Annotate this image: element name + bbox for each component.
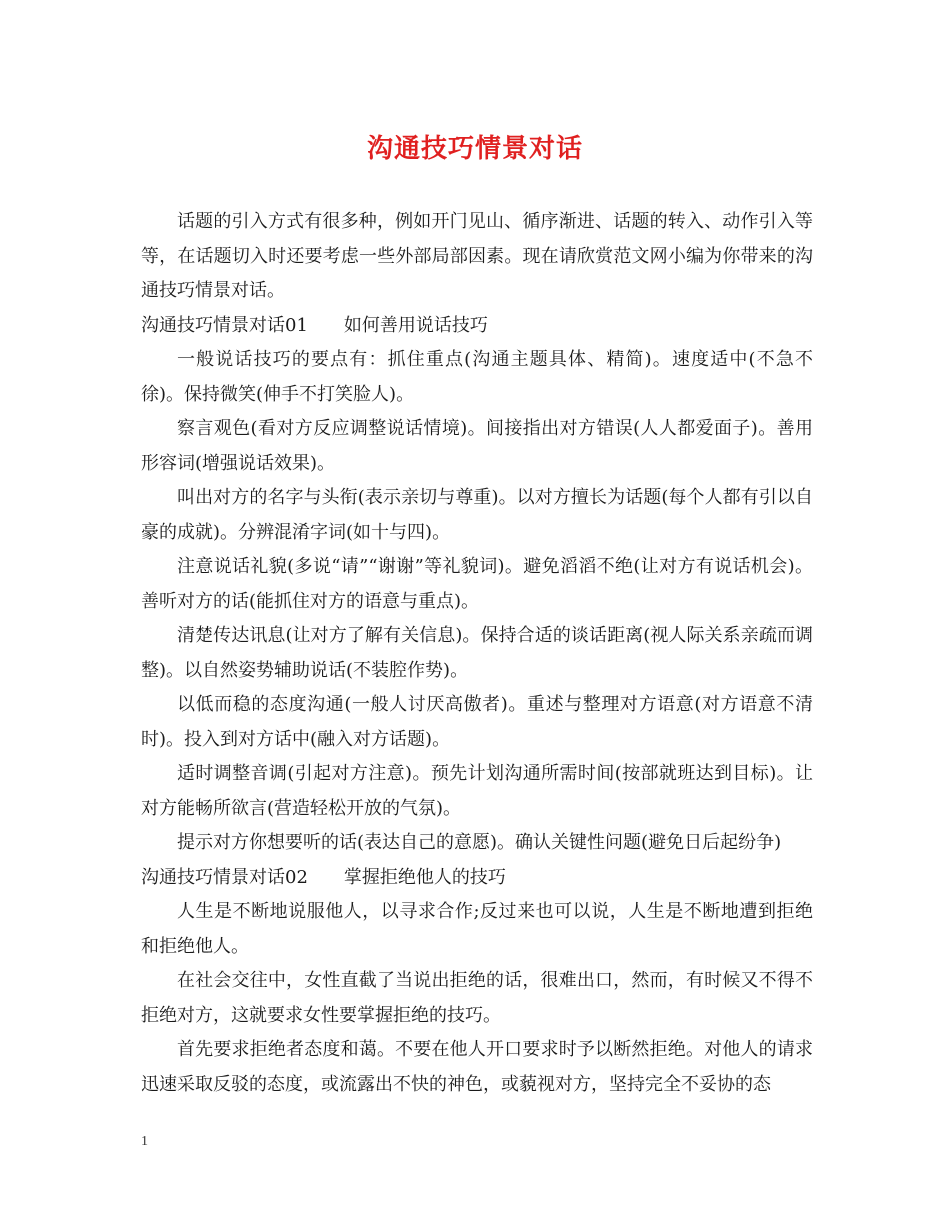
- paragraph: 叫出对方的名字与头衔(表示亲切与尊重)。以对方擅长为话题(每个人都有引以自豪的成就)。分辨混淆字词(如十与四)。: [141, 487, 813, 543]
- section-heading-title: 掌握拒绝他人的技巧: [343, 866, 506, 888]
- section-heading-title: 如何善用说话技巧: [343, 314, 488, 336]
- section-heading-label: 沟通技巧情景对话02: [141, 866, 308, 888]
- paragraph: 一般说话技巧的要点有：抓住重点(沟通主题具体、精简)。速度适中(不急不徐)。保持微笑(伸手不打笑脸人)。: [141, 349, 813, 405]
- paragraph: 以低而稳的态度沟通(一般人讨厌高傲者)。重述与整理对方语意(对方语意不清时)。投入到对方话中(融入对方话题)。: [141, 694, 813, 750]
- paragraph: 察言观色(看对方反应调整说话情境)。间接指出对方错误(人人都爱面子)。善用形容词(增强说话效果)。: [141, 418, 813, 474]
- document-title: 沟通技巧情景对话: [366, 134, 583, 164]
- section-heading-2: [141, 861, 813, 896]
- paragraph: 提示对方你想要听的话(表达自己的意愿)。确认关键性问题(避免日后起纷争): [177, 832, 782, 853]
- intro-paragraph: 话题的引入方式有很多种，例如开门见山、循序渐进、话题的转入、动作引入等等，在话题切入时还要考虑一些外部局部因素。现在请欣赏范文网小编为你带来的沟通技巧情景对话。: [141, 211, 813, 301]
- document-body: [141, 205, 813, 1102]
- section-heading-1: [141, 309, 813, 344]
- paragraph: 人生是不断地说服他人，以寻求合作;反过来也可以说，人生是不断地遭到拒绝和拒绝他人。: [141, 901, 813, 957]
- section-heading-label: 沟通技巧情景对话01: [141, 314, 308, 336]
- paragraph: 清楚传达讯息(让对方了解有关信息)。保持合适的谈话距离(视人际关系亲疏而调整)。以自然姿势辅助说话(不装腔作势)。: [141, 625, 813, 681]
- paragraph: 首先要求拒绝者态度和蔼。不要在他人开口要求时予以断然拒绝。对他人的请求迅速采取反驳的态度，或流露出不快的神色，或藐视对方，坚持完全不妥协的态: [141, 1039, 813, 1095]
- page-number: 1: [141, 1134, 148, 1149]
- paragraph: 在社会交往中，女性直截了当说出拒绝的话，很难出口，然而，有时候又不得不拒绝对方，这就要求女性要掌握拒绝的技巧。: [141, 970, 813, 1026]
- paragraph: 注意说话礼貌(多说“请”“谢谢”等礼貌词)。避免滔滔不绝(让对方有说话机会)。善听对方的话(能抓住对方的语意与重点)。: [141, 556, 813, 612]
- paragraph: 适时调整音调(引起对方注意)。预先计划沟通所需时间(按部就班达到目标)。让对方能畅所欲言(营造轻松开放的气氛)。: [141, 763, 813, 819]
